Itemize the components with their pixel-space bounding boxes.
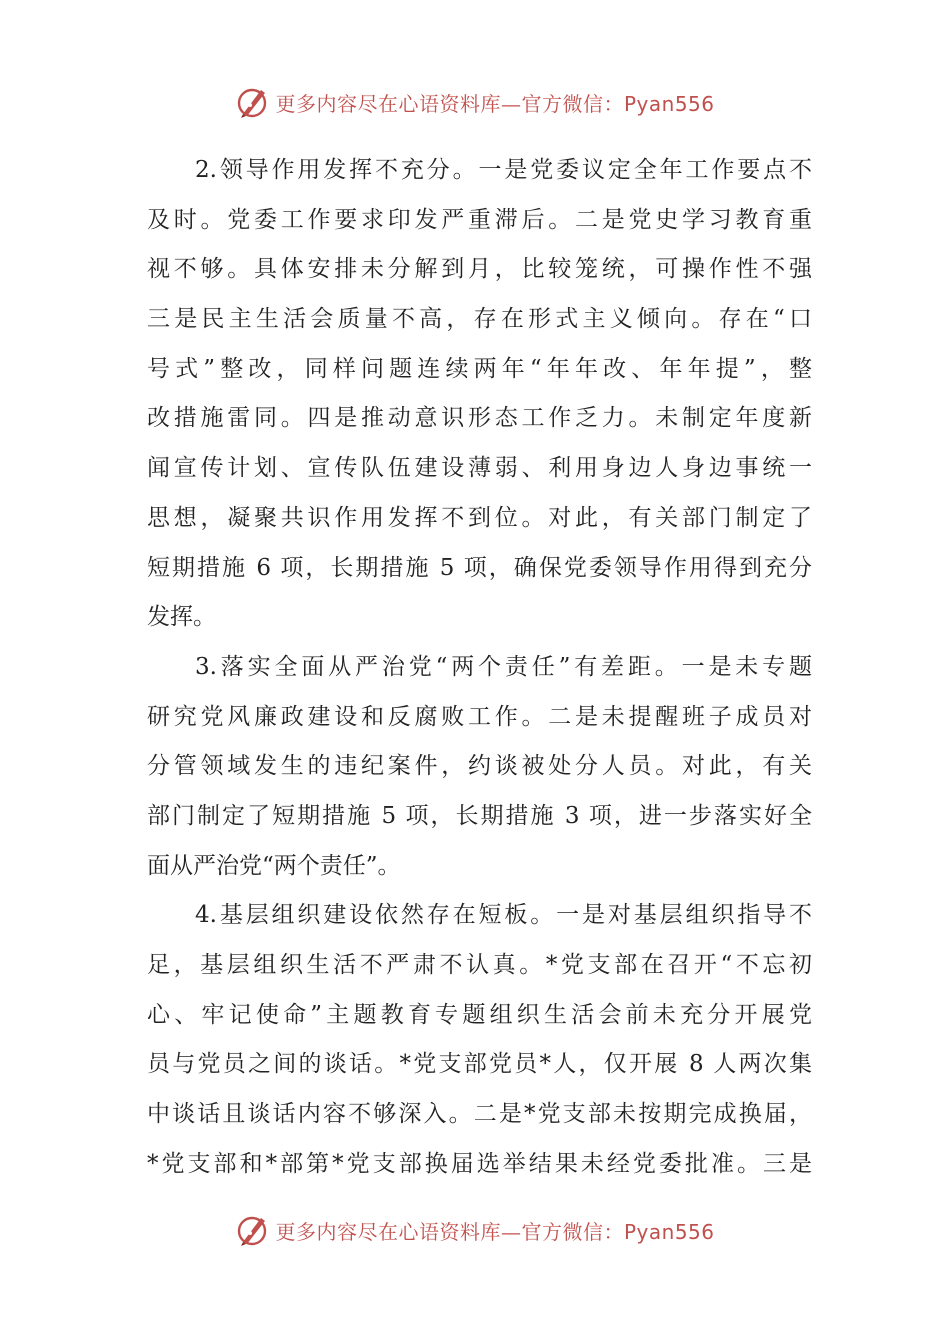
pen-logo-icon — [235, 1212, 271, 1248]
text-line: 分管领域发生的违纪案件，约谈被处分人员。对此，有关 — [147, 753, 812, 780]
text-line: 员与党员之间的谈话。*党支部党员*人，仅开展 8 人两次集 — [147, 1051, 812, 1078]
text-line: 思想，凝聚共识作用发挥不到位。对此，有关部门制定了 — [147, 504, 812, 531]
text-line: 研究党风廉政建设和反腐败工作。二是未提醒班子成员对 — [147, 703, 812, 730]
document-body — [147, 146, 812, 1189]
text-line: *党支部和*部第*党支部换届选举结果未经党委批准。三是 — [147, 1150, 812, 1177]
text-line: 发挥。 — [147, 604, 216, 631]
text-line: 闻宣传计划、宣传队伍建设薄弱、利用身边人身边事统一 — [147, 455, 812, 482]
text-line: 足，基层组织生活不严肃不认真。*党支部在召开“不忘初 — [147, 952, 812, 978]
text-line: 2.领导作用发挥不充分。一是党委议定全年工作要点不 — [195, 157, 812, 183]
text-line: 三是民主生活会质量不高，存在形式主义倾向。存在“口 — [147, 306, 812, 333]
text-line: 短期措施 6 项，长期措施 5 项，确保党委领导作用得到充分 — [147, 554, 812, 581]
watermark-header — [0, 82, 950, 122]
text-line: 面从严治党“两个责任”。 — [147, 852, 401, 879]
text-line: 心、牢记使命”主题教育专题组织生活会前未充分开展党 — [147, 1001, 812, 1028]
text-line: 4.基层组织建设依然存在短板。一是对基层组织指导不 — [195, 902, 812, 929]
pen-logo-icon — [235, 84, 271, 120]
text-line: 改措施雷同。四是推动意识形态工作乏力。未制定年度新 — [147, 405, 812, 432]
text-line: 3.落实全面从严治党“两个责任”有差距。一是未专题 — [195, 653, 812, 680]
text-line: 号式”整改，同样问题连续两年“年年改、年年提”，整 — [147, 355, 812, 382]
watermark-text: 更多内容尽在心语资料库—官方微信：Pyan556 — [275, 91, 715, 116]
text-line: 视不够。具体安排未分解到月，比较笼统，可操作性不强 — [147, 256, 812, 283]
text-line: 中谈话且谈话内容不够深入。二是*党支部未按期完成换届， — [147, 1101, 812, 1128]
watermark-text: 更多内容尽在心语资料库—官方微信：Pyan556 — [275, 1219, 715, 1244]
watermark-footer — [0, 1210, 950, 1250]
text-line: 部门制定了短期措施 5 项，长期措施 3 项，进一步落实好全 — [147, 802, 812, 829]
text-line: 及时。党委工作要求印发严重滞后。二是党史学习教育重 — [147, 206, 812, 233]
